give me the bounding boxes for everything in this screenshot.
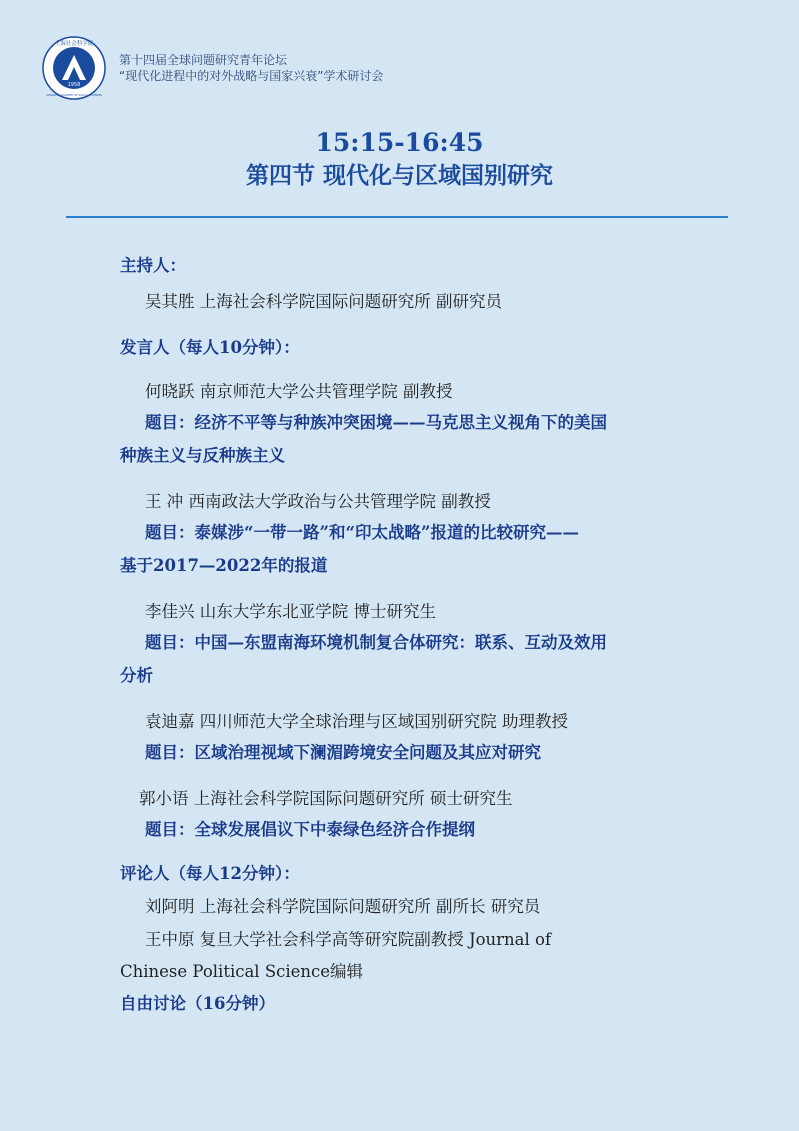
header xyxy=(42,36,383,100)
host-label: 主持人： xyxy=(120,256,186,275)
speaker-topic-cont: 分析 xyxy=(120,666,153,685)
academy-logo-icon xyxy=(42,36,106,100)
speaker-topic: 题目：全球发展倡议下中泰绿色经济合作提纲 xyxy=(145,820,475,839)
speaker-person: 王 冲 西南政法大学政治与公共管理学院 副教授 xyxy=(145,492,491,511)
host-person: 吴其胜 上海社会科学院国际问题研究所 副研究员 xyxy=(145,292,502,311)
commentator-person: 刘阿明 上海社会科学院国际问题研究所 副所长 研究员 xyxy=(145,897,541,916)
speakers-label: 发言人（每人10分钟）： xyxy=(120,338,300,357)
commentator-person-cont: Chinese Political Science编辑 xyxy=(120,962,364,981)
title-block xyxy=(0,128,799,192)
speaker-topic: 题目：泰媒涉“一带一路”和“印太战略”报道的比较研究—— xyxy=(145,523,579,542)
symposium-name: “现代化进程中的对外战略与国家兴衰”学术研讨会 xyxy=(119,69,384,83)
speaker-topic-cont: 基于2017—2022年的报道 xyxy=(120,556,328,575)
commentator-person: 王中原 复旦大学社会科学高等研究院副教授 Journal of xyxy=(145,930,552,949)
speaker-topic: 题目：中国—东盟南海环境机制复合体研究：联系、互动及效用 xyxy=(145,633,607,652)
logo-year: 1958 xyxy=(67,82,81,88)
session-title: 第四节 现代化与区域国别研究 xyxy=(245,162,553,189)
divider xyxy=(66,216,728,218)
speaker-topic: 题目：区域治理视域下澜湄跨境安全问题及其应对研究 xyxy=(145,743,541,762)
speaker-person: 何晓跃 南京师范大学公共管理学院 副教授 xyxy=(145,382,453,401)
session-time: 15:15-16:45 xyxy=(315,128,484,157)
logo-name-cn: 上海社会科学院 xyxy=(54,41,94,47)
speaker-person: 郭小语 上海社会科学院国际问题研究所 硕士研究生 xyxy=(139,789,513,808)
speaker-topic: 题目：经济不平等与种族冲突困境——马克思主义视角下的美国 xyxy=(145,413,607,432)
speaker-person: 李佳兴 山东大学东北亚学院 博士研究生 xyxy=(145,602,436,621)
free-discussion: 自由讨论（16分钟） xyxy=(120,994,275,1013)
logo-name-en: SHANGHAI ACADEMY OF SOCIAL SCIENCES xyxy=(46,94,102,97)
speaker-topic-cont: 种族主义与反种族主义 xyxy=(120,446,285,465)
forum-name: 第十四届全球问题研究青年论坛 xyxy=(119,53,288,67)
speaker-person: 袁迪嘉 四川师范大学全球治理与区域国别研究院 助理教授 xyxy=(145,712,568,731)
commentators-label: 评论人（每人12分钟）： xyxy=(120,864,300,883)
